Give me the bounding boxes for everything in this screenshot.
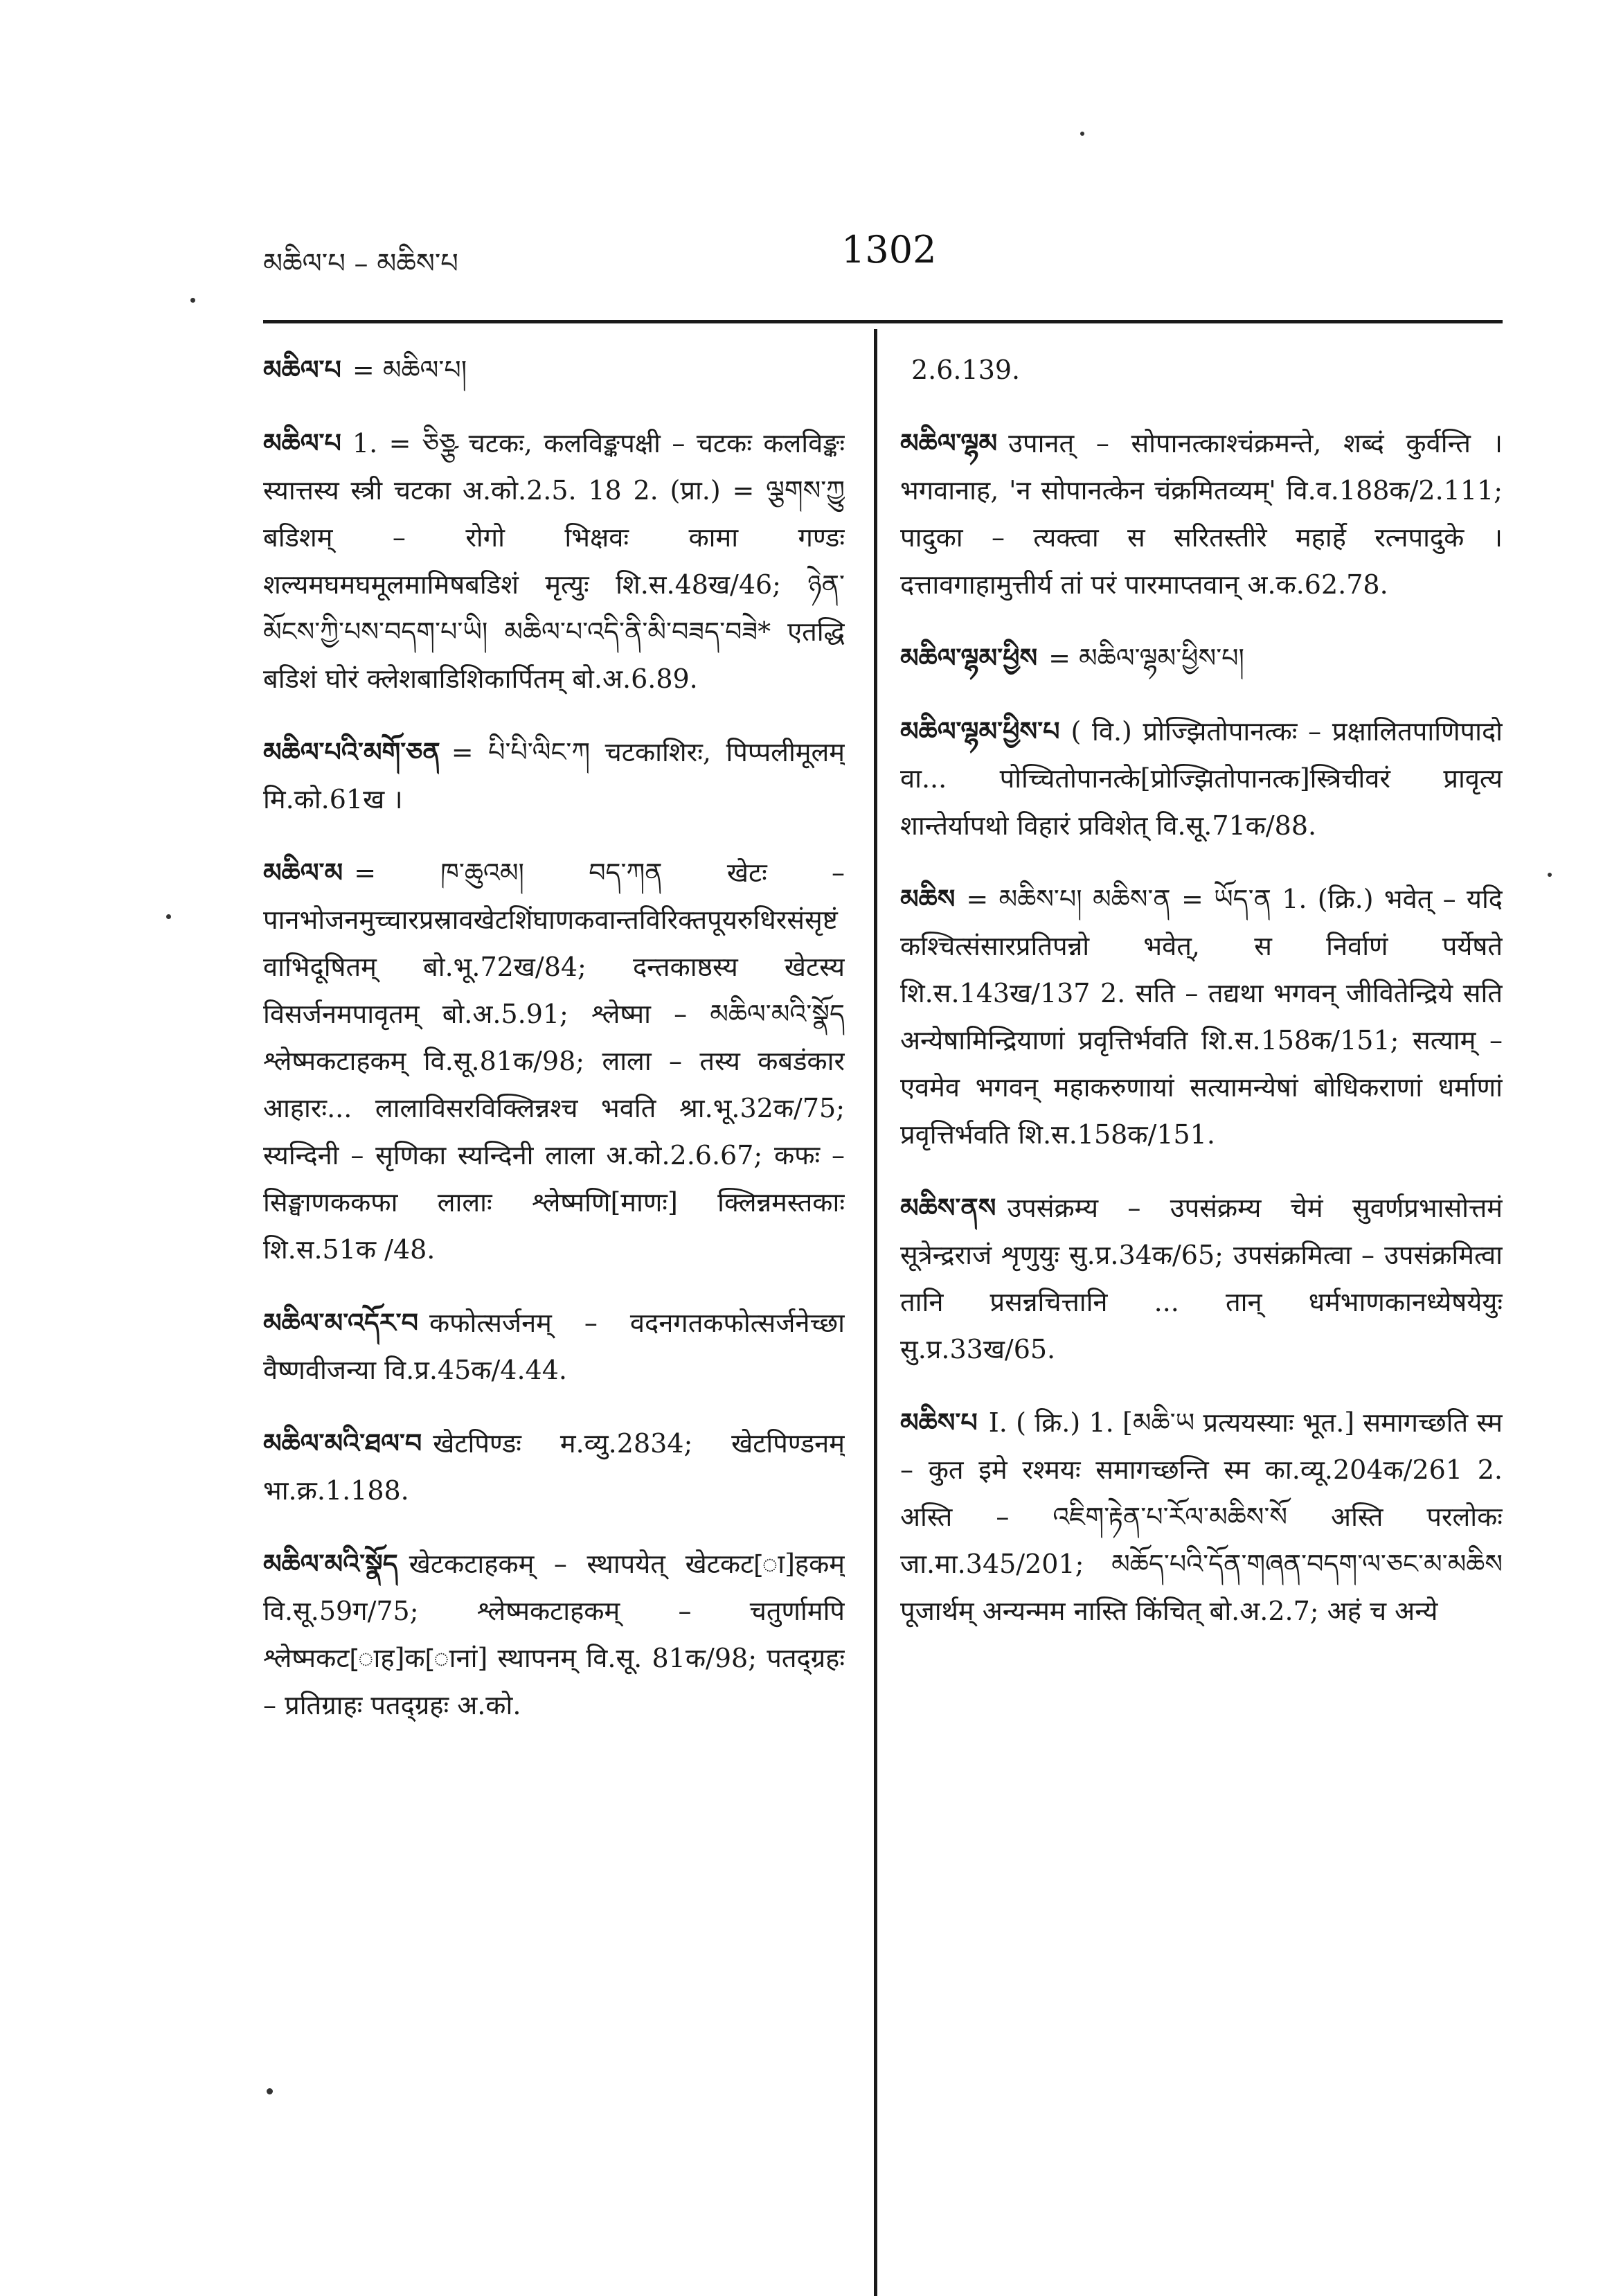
scan-speck	[1080, 132, 1084, 136]
entry-text: कफोत्सर्जनम् – वदनगतकफोत्सर्जनेच्छा वैष्णवीजन्या वि.प्र.45क/4.44.	[263, 1308, 845, 1385]
entry-text: 1. = ཅིཅྩ चटकः, कलविङ्कपक्षी – चटकः कलविङ्कः स्यात्तस्य स्त्री चटका अ.को.2.5. 18 2. (प्रा.) = ལྕགས་ཀྱུ बडिशम् – रोगो भिक्षवः कामा गण्डः शल्यमघमघमूलमामिषबडिशं मृत्युः शि.स.48ख/46; ཉེན་མོངས་ཀྱི་པས་བདག་པ་ཡི། མཆིལ་པ་འདི་ནི་མི་བཟད་བཟེ* एतद्धि बडिशं घोरं क्लेशबाडिशिकार्पितम् बो.अ.6.89.	[263, 428, 845, 694]
entry-text: = མཆིལ་ལྷམ་ཕྱིས་པ།	[1048, 643, 1244, 673]
entry-headword: མཆིལ་མའི་ཐལ་བ	[263, 1428, 422, 1459]
entry	[900, 875, 1503, 1158]
scan-speck	[166, 914, 171, 919]
entry-headword: མཆིལ་པ	[263, 355, 341, 385]
entry	[900, 1399, 1503, 1635]
entry	[263, 420, 845, 702]
left-column	[263, 346, 845, 2286]
entry-headword: མཆིས	[900, 884, 956, 914]
entry-headword: མཆིལ་ལྷམ་ཕྱིས	[900, 643, 1038, 673]
entry-headword: མཆིལ་མ་འདོར་བ	[263, 1308, 419, 1338]
entry-headword: མཆིལ་ལྷམ	[900, 428, 998, 459]
entry-headword: མཆིལ་མའི་སྣོད	[263, 1549, 398, 1579]
entry-text: = མཆིས་པ། མཆིས་ན = ཡོད་ན 1. (क्रि.) भवेत् – यदि कश्चित्संसारप्रतिपन्नो भवेत्, स निर्वाणं पर्येषते शि.स.143ख/137 2. सति – तद्यथा भगवन् जीवितेन्द्रिये सति अन्येषामिन्द्रियाणां प्रवृत्तिर्भवति शि.स.158क/151; सत्याम् – एवमेव भगवन् महाकरुणायां सत्यामन्येषां बोधिकराणां धर्माणां प्रवृत्तिर्भवति शि.स.158क/151.	[900, 884, 1503, 1150]
scan-speck	[1548, 873, 1552, 877]
entry	[900, 634, 1503, 682]
entry-headword: མཆིལ་མ	[263, 857, 343, 888]
guide-words: མཆིལ་པ – མཆིས་པ	[263, 248, 458, 280]
entry	[263, 1420, 845, 1514]
entry-text: = ཁ་ཆུའམ། བད་ཀན खेटः – पानभोजनमुच्चारप्रस्रावखेटशिंघाणकवान्तविरिक्तपूयरुधिरसंसृष्टं वाभिदूषितम् बो.भू.72ख/84; दन्तकाष्ठस्य खेटस्य विसर्जनमपावृतम् बो.अ.5.91; श्लेष्मा – མཆིལ་མའི་སྣོད श्लेष्मकटाहकम् वि.सू.81क/98; लाला – तस्य कबडंकार आहारः... लालाविसरविक्लिन्नश्च भवति श्रा.भू.32क/75; स्यन्दिनी – सृणिका स्यन्दिनी लाला अ.को.2.6.67; कफः – सिङ्घाणककफा लालाः श्लेष्मणि[माणः] क्लिन्नमस्तकाः शि.स.51क /48.	[263, 857, 845, 1265]
entry-text: = པི་པི་ལིང་ཀ चटकाशिरः, पिप्पलीमूलम् मि.को.61ख ।	[263, 737, 845, 815]
entry-text: I. ( क्रि.) 1. [མཆི་ཡ प्रत्ययस्याः भूत.] समागच्छति स्म – कुत इमे रश्मयः समागच्छन्ति स्म का.व्यू.204क/261 2. अस्ति – འཇིག་རྟེན་པ་རོལ་མཆིས་སོ अस्ति परलोकः जा.मा.345/201; མཆོད་པའི་དོན་གཞན་བདག་ལ་ཅང་མ་མཆིས पूजार्थम् अन्यन्मम नास्ति किंचित् बो.अ.2.7; अहं च अन्ये	[900, 1407, 1503, 1626]
entry-headword: མཆིལ་ལྷམ་ཕྱིས་པ	[900, 716, 1060, 747]
entry-continuation	[900, 346, 1503, 393]
entry-text: ( वि.) प्रोज्झितोपानत्कः – प्रक्षालितपाणिपादो वा... पोच्चितोपानत्के[प्रोज्झितोपानत्क]स्त्रिचीवरं प्रावृत्य शान्तेर्यापथो विहारं प्रविशेत् वि.सू.71क/88.	[900, 716, 1503, 841]
entry-text: उपसंक्रम्य – उपसंक्रम्य चेमं सुवर्णप्रभासोत्तमं सूत्रेन्द्रराजं शृणुयुः सु.प्र.34क/65; उपसंक्रमित्वा – उपसंक्रमित्वा तानि प्रसन्नचित्तानि ... तान् धर्मभाणकानध्येषयेयुः सु.प्र.33ख/65.	[900, 1193, 1503, 1364]
entry	[263, 1299, 845, 1394]
page-number: 1302	[841, 228, 937, 272]
entry	[263, 849, 845, 1273]
entry	[900, 708, 1503, 849]
entry-text: खेटपिण्डः म.व्यु.2834; खेटपिण्डनम् भा.क्र.1.188.	[263, 1428, 845, 1506]
right-column	[900, 346, 1503, 2286]
page-header	[263, 228, 1503, 287]
entry-text: = མཆིལ་པ།	[352, 355, 467, 385]
entry-text: खेटकटाहकम् – स्थापयेत् खेटकट[ा]हकम् वि.सू.59ग/75; श्लेष्मकटाहकम् – चतुर्णामपि श्लेष्मकट[ाह]क[ानां] स्थापनम् वि.सू. 81क/98; पतद्ग्रहः – प्रतिग्राहः पतद्ग्रहः अ.को.	[263, 1549, 845, 1720]
entry	[263, 729, 845, 823]
entry	[263, 346, 845, 393]
entry	[263, 1540, 845, 1729]
scan-speck	[190, 298, 195, 303]
scan-speck	[267, 2088, 273, 2094]
entry	[900, 1184, 1503, 1373]
header-rule	[263, 320, 1503, 323]
entry	[900, 420, 1503, 608]
entry-text: उपानत् – सोपानत्काश्चंक्रमन्ते, शब्दं कुर्वन्ति । भगवानाह, 'न सोपानत्केन चंक्रमितव्यम्' वि.व.188क/2.111; पादुका – त्यक्त्वा स सरितस्तीरे महार्हे रत्नपादुके । दत्तावगाहामुत्तीर्य तां परं पारमाप्तवान् अ.क.62.78.	[900, 428, 1503, 600]
entry-headword: མཆིལ་པ	[263, 428, 341, 459]
entry-headword: མཆིལ་པའི་མགོ་ཅན	[263, 737, 440, 767]
entry-text: 2.6.139.	[911, 355, 1021, 385]
entry-headword: མཆིས་ནས	[900, 1193, 996, 1223]
entry-headword: མཆིས་པ	[900, 1407, 978, 1438]
column-divider	[874, 329, 877, 2296]
